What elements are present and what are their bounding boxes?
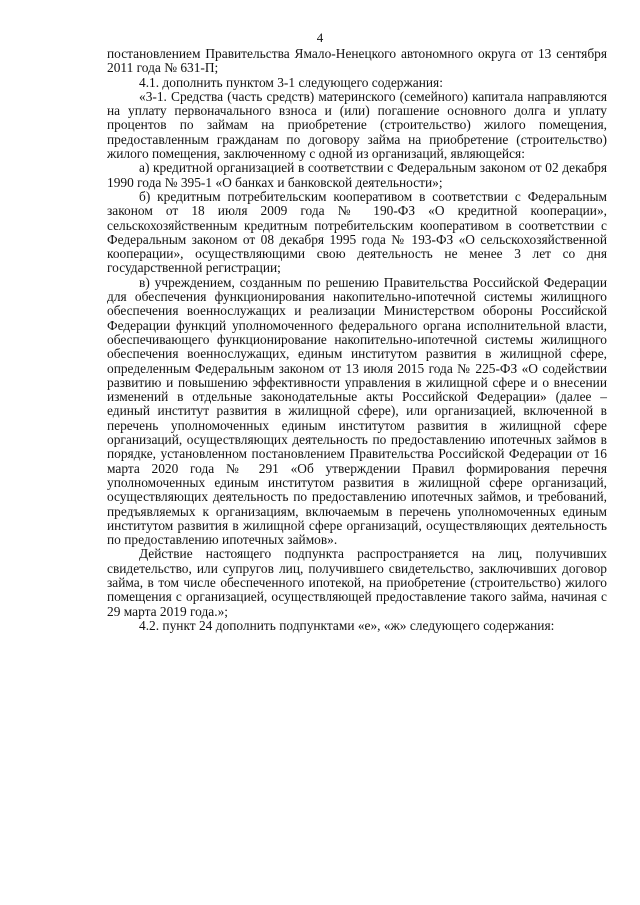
paragraph-item-v: в) учреждением, созданным по решению Правительства Российской Федерации для обеспечения функционирования накопительно-ипотечной системы жилищного обеспечения военнослужащих и реализации Министерством обороны Российской Федерации функций уполномоченного федерального органа исполнительной власти, обеспечивающего функционирование накопительно-ипотечной системы жилищного обеспечения военнослужащих, единым институтом развития в жилищной сфере, определенным Федеральным законом от 13 июля 2015 года № 225-ФЗ «О содействии развитию и повышению эффективности управления в жилищной сфере и о внесении изменений в отдельные законодательные акты Российской Федерации» (далее – единый институт развития в жилищной сфере), или организацией, включенной в перечень уполномоченных единым институтом развития в жилищной сфере организаций, осуществляющих деятельность по предоставлению ипотечных займов в порядке, установленном постановлением Правительства Российской Федерации от 16 марта 2020 года № 291 «Об утверждении Правил формирования перечня уполномоченных единым институтом развития в жилищной сфере организаций, осуществляющих деятельность по предоставлению ипотечных займов, и требований, предъявляемых к организациям, включаемым в перечень уполномоченных единым институтом развития в жилищной сфере организаций, осуществляющих деятельность по предоставлению ипотечных займов». <box>107 274 607 548</box>
paragraph-item-b: б) кредитным потребительским кооперативом в соответствии с Федеральным законом от 18 июля 2009 года № 190-ФЗ «О кредитной кооперации», сельскохозяйственным кредитным потребительским кооперативом в соответствии с Федеральным законом от 08 декабря 1995 года № 193-ФЗ «О сельскохозяйственной кооперации», осуществляющими свою деятельность не менее 3 лет со дня государственной регистрации; <box>107 188 607 276</box>
paragraph-resolution-ref: постановлением Правительства Ямало-Ненецкого автономного округа от 13 сентября 2011 года № 631-П; <box>107 46 607 76</box>
paragraph-4-2: 4.2. пункт 24 дополнить подпунктами «е», «ж» следующего содержания: <box>139 617 555 633</box>
paragraph-4-1: 4.1. дополнить пунктом 3-1 следующего содержания: <box>139 74 443 90</box>
paragraph-effect: Действие настоящего подпункта распространяется на лиц, получивших свидетельство, или супругов лиц, получившего свидетельство, заключивших договор займа, в том числе обеспеченного ипотекой, на приобретение (строительство) жилого помещения с организацией, осуществляющей предоставление такого займа, начиная с 29 марта 2019 года.»; <box>107 546 607 619</box>
paragraph-item-a: а) кредитной организацией в соответствии с Федеральным законом от 02 декабря 1990 года № 395-1 «О банках и банковской деятельности»; <box>107 160 607 190</box>
document-body <box>107 47 607 633</box>
page-number: 4 <box>316 30 324 45</box>
paragraph-3-1: «3-1. Средства (часть средств) материнского (семейного) капитала направляются на уплату первоначального взноса и (или) погашение основного долга и уплату процентов по займам на приобретение (строительство) жилого помещения, предоставленным гражданам по договору займа на приобретение (строительство) жилого помещения, заключенному с одной из организаций, являющейся: <box>107 88 607 162</box>
